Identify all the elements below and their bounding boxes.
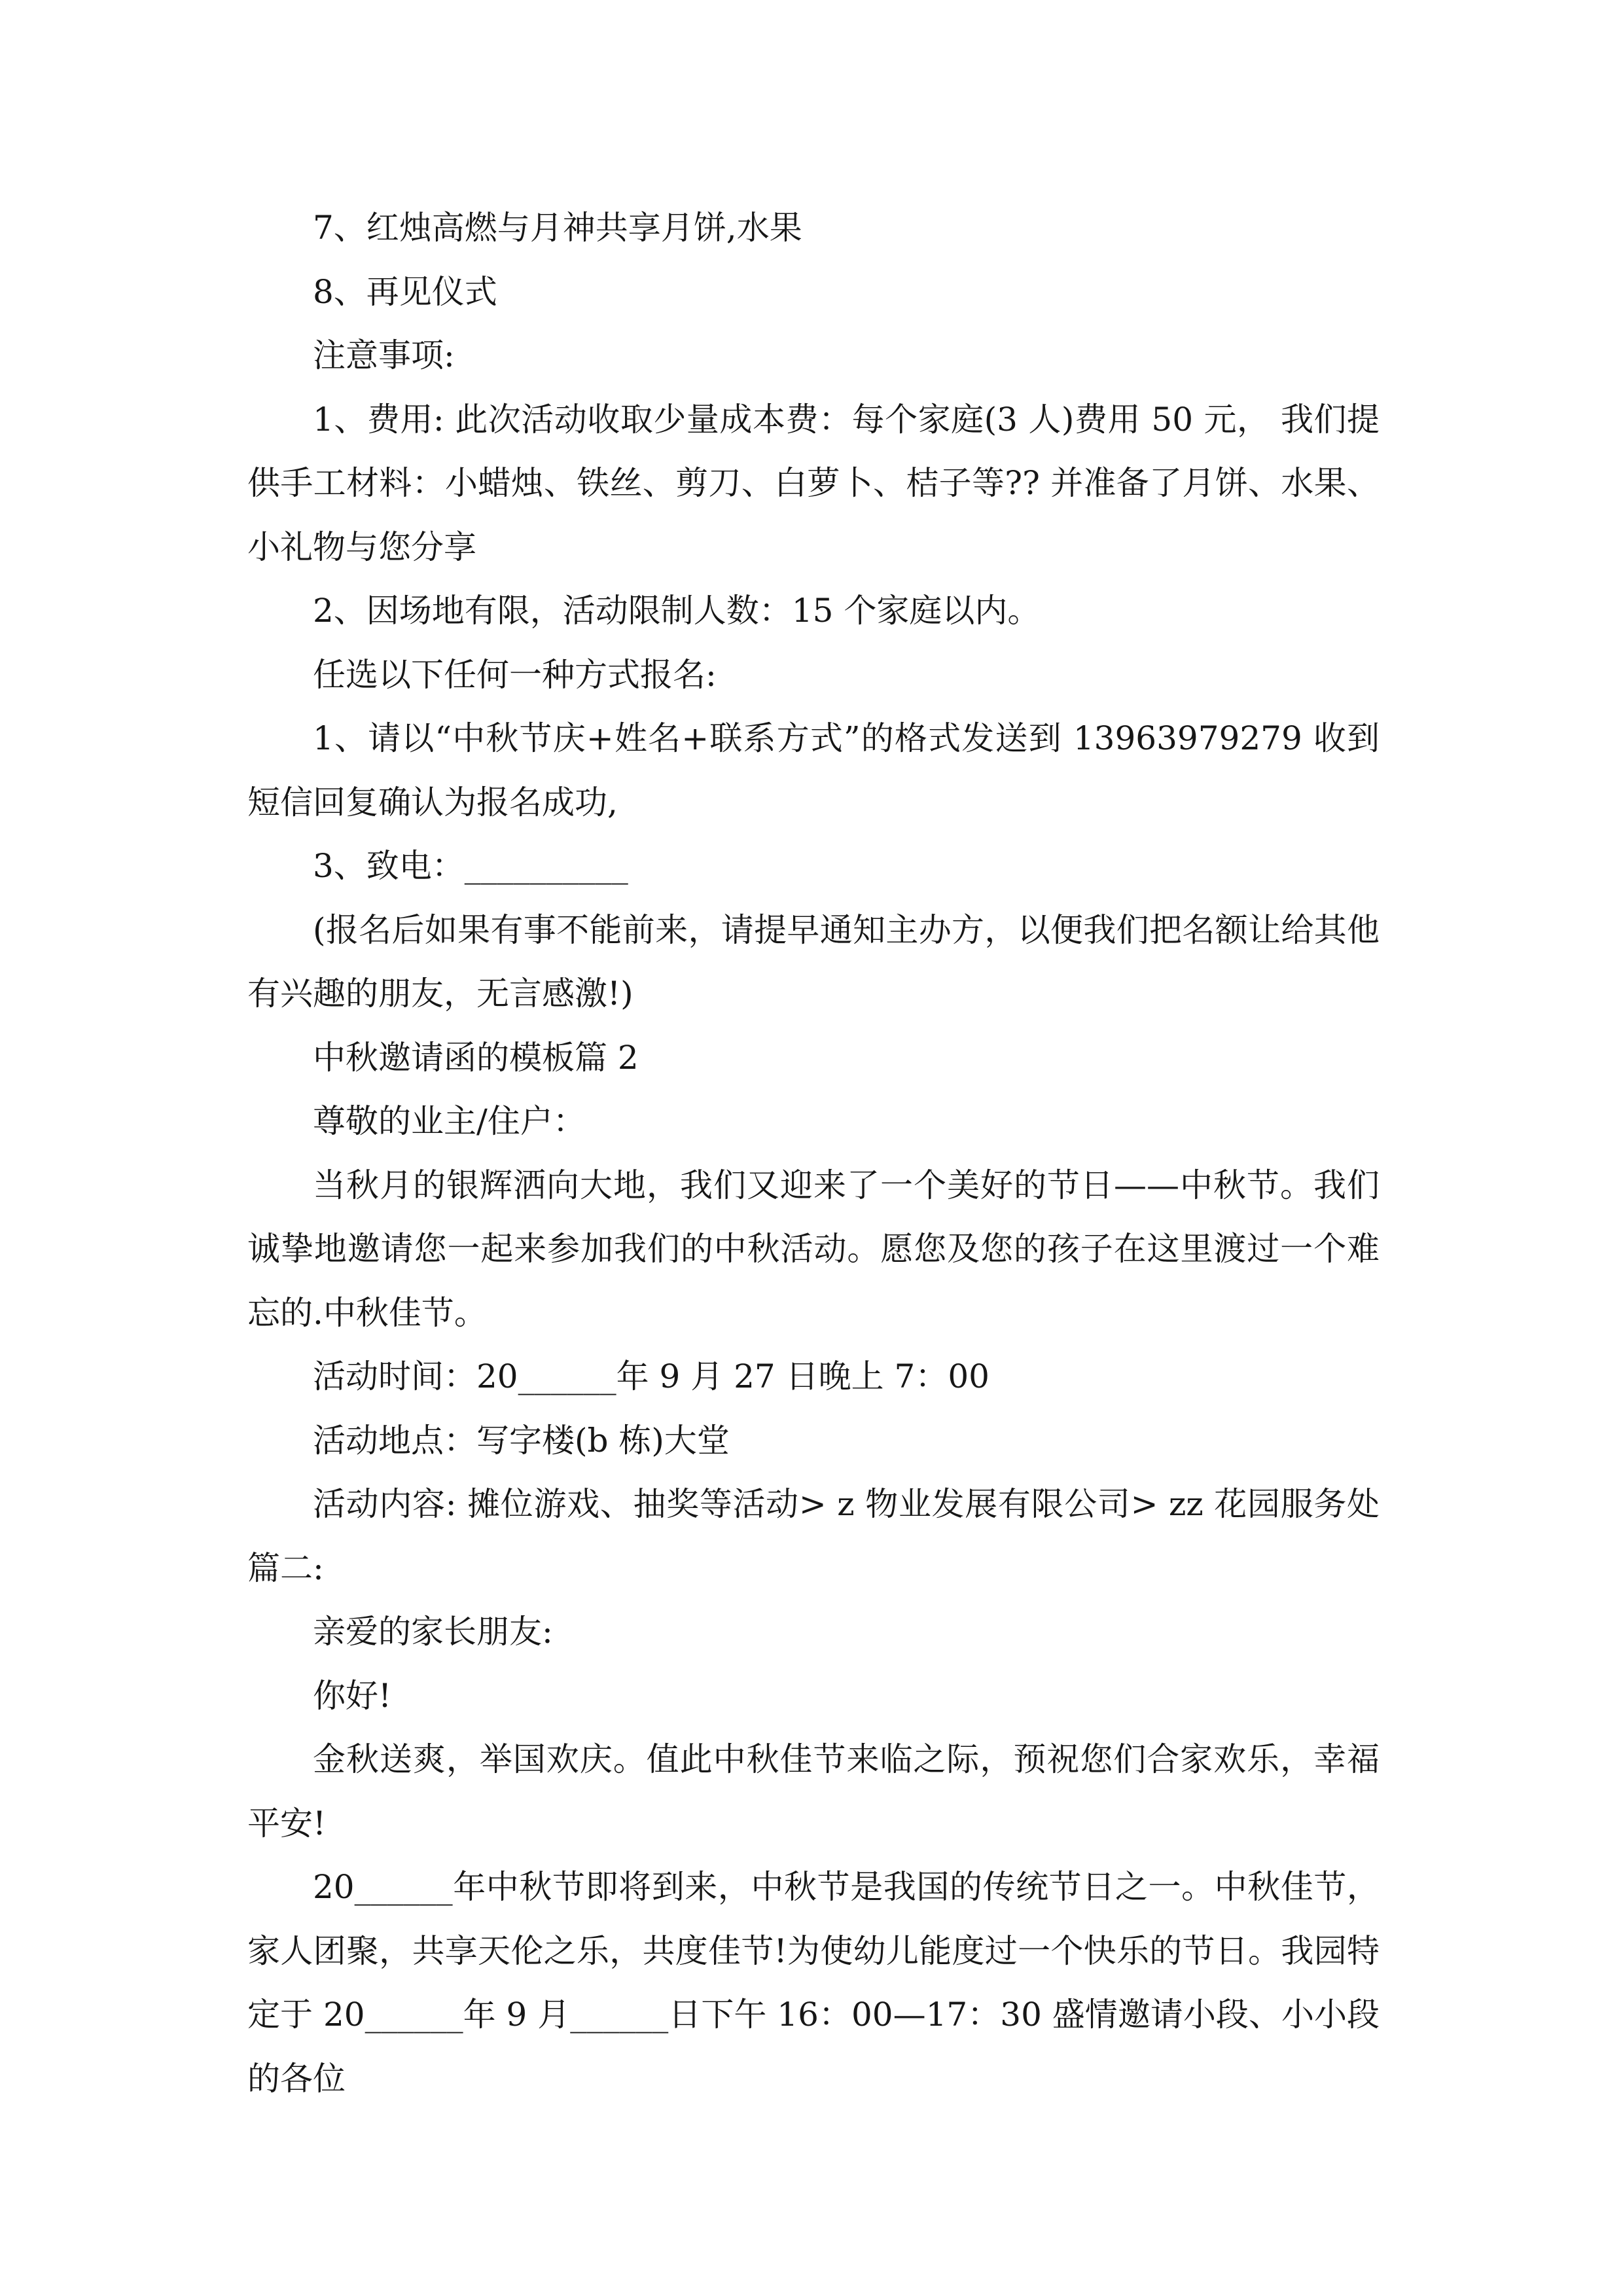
- paragraph-signup-heading: 任选以下任何一种方式报名:: [313, 655, 717, 694]
- paragraph-greeting: 你好!: [313, 1676, 392, 1715]
- paragraph-salutation-parents: 亲爱的家长朋友:: [313, 1613, 553, 1651]
- paragraph-invitation-body: 当秋月的银辉洒向大地，我们又迎来了一个美好的节日——中秋节。我们诚挚地邀请您一起来参加我们的中秋活动。愿您及您的孩子在这里渡过一个难忘的.中秋佳节。: [247, 1166, 1380, 1332]
- paragraph-event-content: 活动内容: 摊位游戏、抽奖等活动> z 物业发展有限公司> zz 花园服务处篇二:: [247, 1485, 1380, 1587]
- paragraph-fee: 1、费用: 此次活动收取少量成本费：每个家庭(3 人)费用 50 元， 我们提供手工材料：小蜡烛、铁丝、剪刀、白萝卜、桔子等?? 并准备了月饼、水果、小礼物与您分享: [247, 400, 1380, 566]
- document-body: [247, 196, 1380, 2111]
- paragraph-cancel-note: (报名后如果有事不能前来，请提早通知主办方，以便我们把名额让给其他有兴趣的朋友，无言感激!): [247, 910, 1380, 1013]
- paragraph-capacity: 2、因场地有限，活动限制人数：15 个家庭以内。: [313, 592, 1041, 630]
- paragraph-kindergarten-invite: 20______年中秋节即将到来，中秋节是我国的传统节日之一。中秋佳节，家人团聚，共享天伦之乐，共度佳节!为使幼儿能度过一个快乐的节日。我园特定于 20______年 9 月______日下午 16：00—17：30 盛情邀请小段、小小段的各位: [247, 1868, 1380, 2098]
- paragraph-event-time: 活动时间：20______年 9 月 27 日晚上 7：00: [313, 1357, 990, 1395]
- paragraph-template-2-title: 中秋邀请函的模板篇 2: [313, 1038, 639, 1077]
- paragraph-step-7: 7、红烛高燃与月神共享月饼,水果: [313, 209, 802, 247]
- paragraph-step-8: 8、再见仪式: [313, 272, 497, 311]
- paragraph-signup-sms: 1、请以“中秋节庆+姓名+联系方式”的格式发送到 13963979279 收到短信回复确认为报名成功,: [247, 719, 1380, 821]
- paragraph-signup-phone: 3、致电：__________: [313, 847, 628, 885]
- paragraph-event-location: 活动地点：写字楼(b 栋)大堂: [313, 1421, 730, 1460]
- paragraph-wishes: 金秋送爽，举国欢庆。值此中秋佳节来临之际，预祝您们合家欢乐，幸福平安!: [247, 1740, 1380, 1842]
- paragraph-salutation-owners: 尊敬的业主/住户：: [313, 1102, 586, 1140]
- paragraph-notes-heading: 注意事项:: [313, 336, 455, 374]
